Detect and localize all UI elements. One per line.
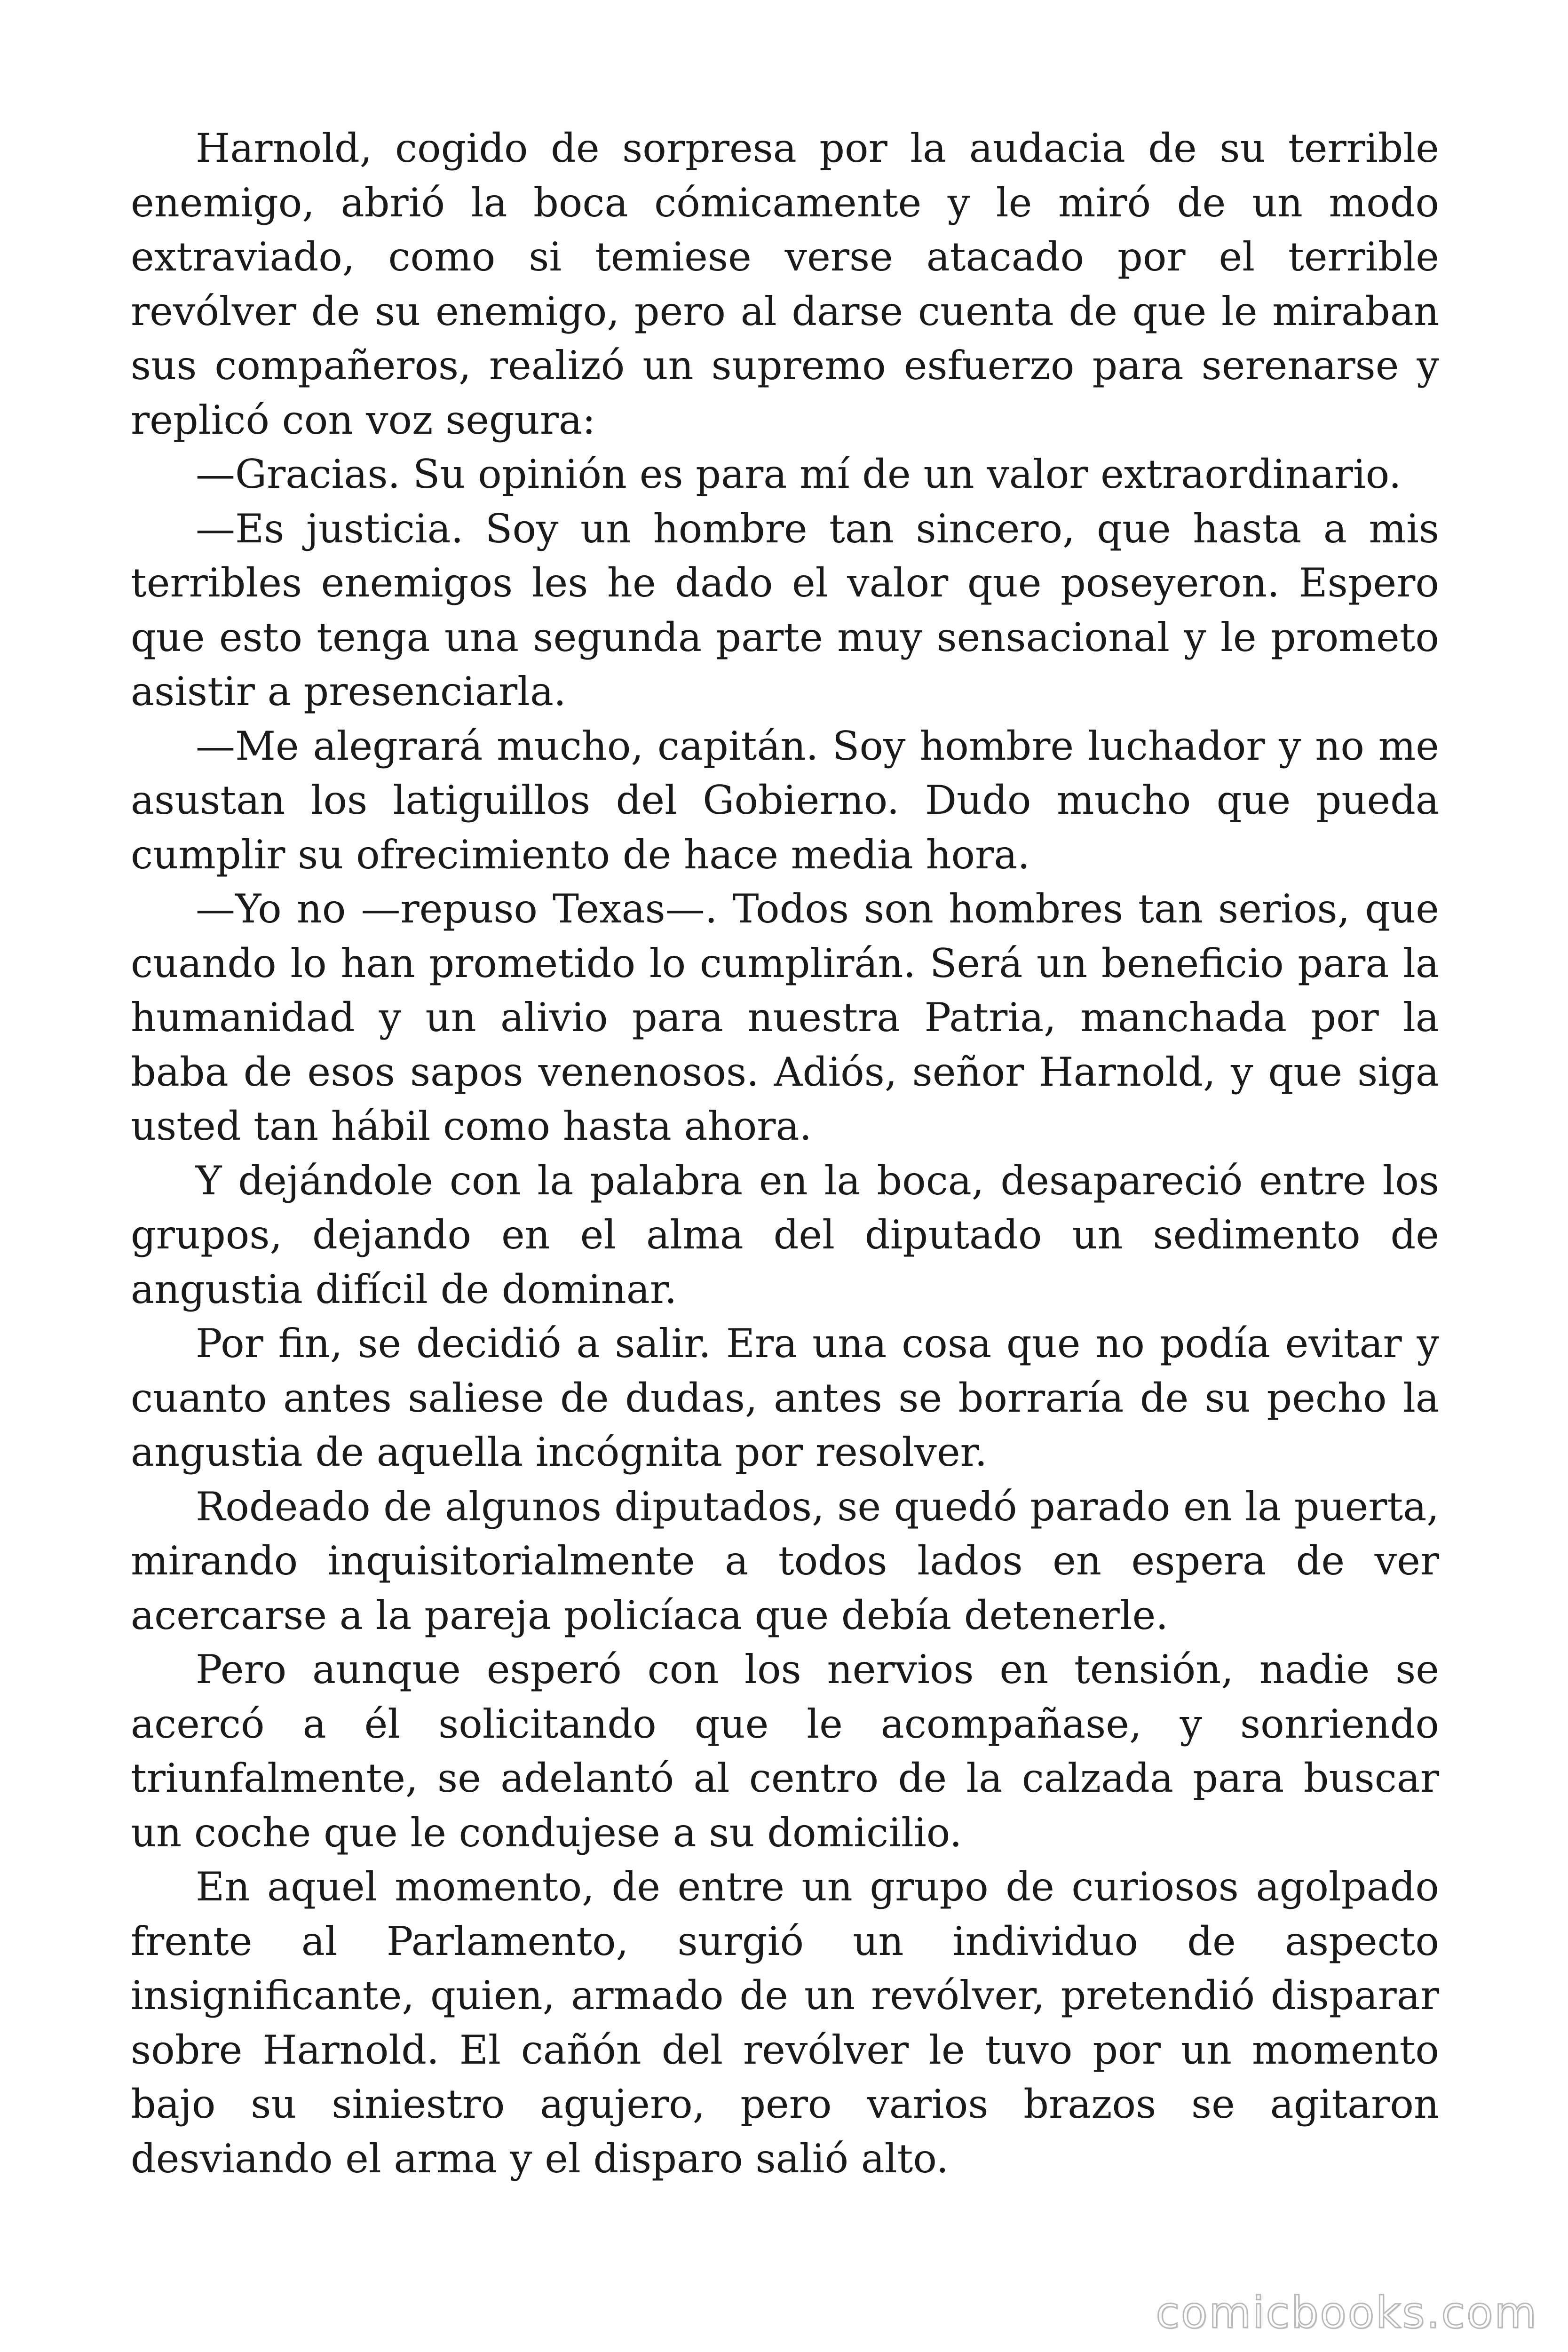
paragraph: Y dejándole con la palabra en la boca, desapareció entre los grupos, dejando en el alma del diputado un sedimento de angustia difícil de dominar. <box>131 1157 1439 1312</box>
paragraph: Pero aunque esperó con los nervios en tensión, nadie se acercó a él solicitando que le acompañase, y sonriendo triunfalmente, se adelantó al centro de la calzada para buscar un coche que le condujese a su domicilio. <box>131 1646 1439 1856</box>
paragraph: En aquel momento, de entre un grupo de curiosos agolpado frente al Parlamento, surgió un individuo de aspecto insignificante, quien, armado de un revólver, pretendió disparar sobre Harnold. El cañón del revólver le tuvo por un momento bajo su siniestro agujero, pero varios brazos se agitaron desviando el arma y el disparo salió alto. <box>131 1864 1439 2182</box>
paragraph: Por fin, se decidió a salir. Era una cosa que no podía evitar y cuanto antes saliese de dudas, antes se borraría de su pecho la angustia de aquella incógnita por resolver. <box>131 1320 1439 1475</box>
paragraph: Rodeado de algunos diputados, se quedó parado en la puerta, mirando inquisitorialmente a todos lados en espera de ver acercarse a la pareja policíaca que debía detenerle. <box>131 1483 1439 1638</box>
paragraph: —Yo no —repuso Texas—. Todos son hombres tan serios, que cuando lo han prometido lo cumplirán. Será un beneficio para la humanidad y un alivio para nuestra Patria, manchada por la baba de esos sapos venenosos. Adiós, señor Harnold, y que siga usted tan hábil como hasta ahora. <box>131 886 1439 1149</box>
paragraph: Harnold, cogido de sorpresa por la audacia de su terrible enemigo, abrió la boca cómicamente y le miró de un modo extraviado, como si temiese verse atacado por el terrible revólver de su enemigo, pero al darse cuenta de que le miraban sus compañeros, realizó un supremo esfuerzo para serenarse y replicó con voz segura: <box>131 125 1439 443</box>
paragraph: —Me alegrará mucho, capitán. Soy hombre luchador y no me asustan los latiguillos del Gobierno. Dudo mucho que pueda cumplir su ofrecimiento de hace media hora. <box>131 723 1439 878</box>
body-text <box>131 121 1439 2186</box>
paragraph: —Es justicia. Soy un hombre tan sincero, que hasta a mis terribles enemigos les he dado el valor que poseyeron. Espero que esto tenga una segunda parte muy sensacional y le prometo asistir a presenciarla. <box>131 505 1439 715</box>
paragraph: —Gracias. Su opinión es para mí de un valor extraordinario. <box>196 451 1402 497</box>
site-watermark: comicbooks.com <box>1156 2288 1538 2338</box>
